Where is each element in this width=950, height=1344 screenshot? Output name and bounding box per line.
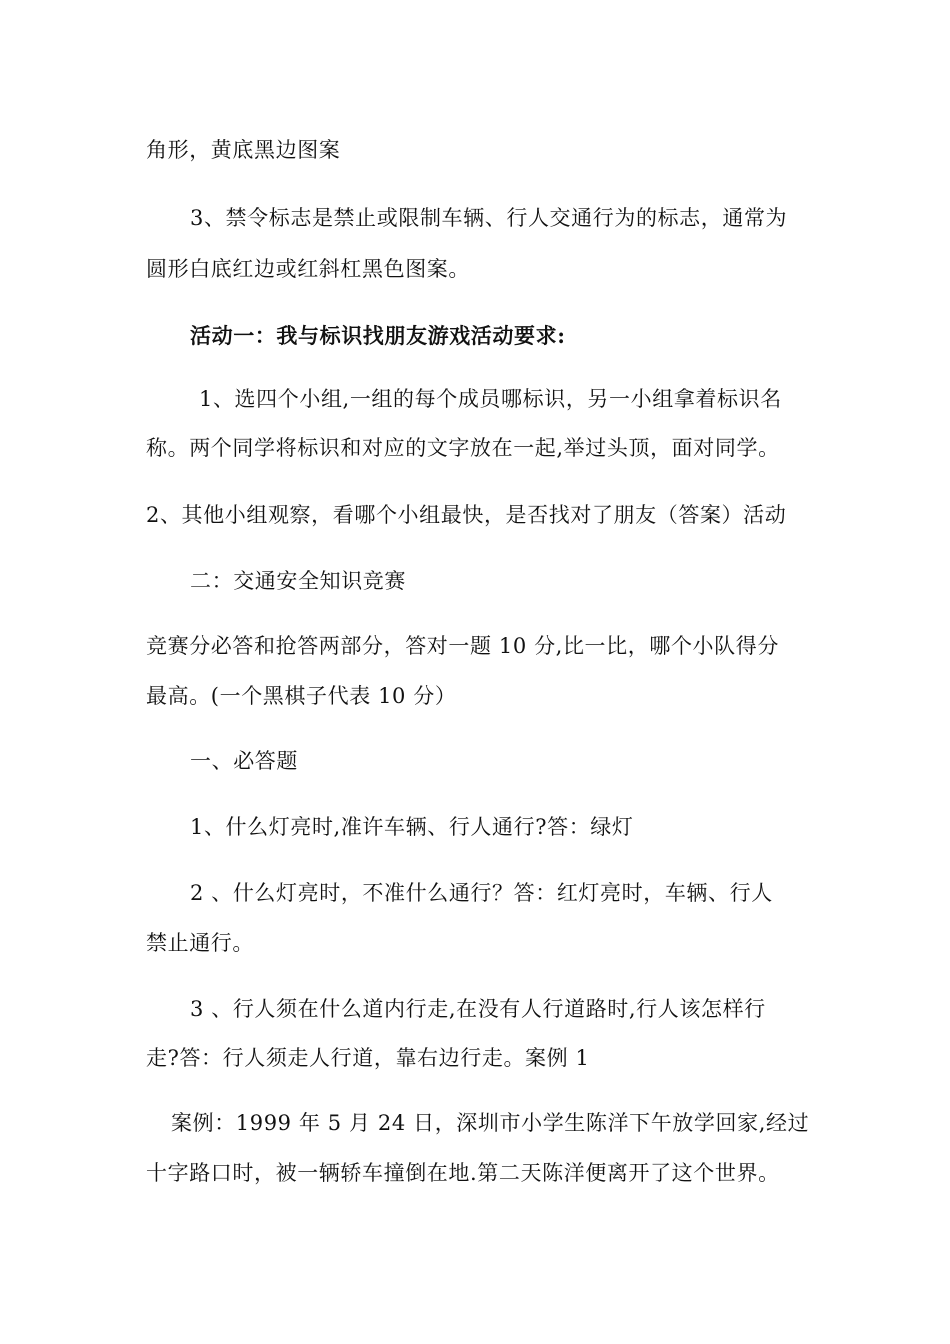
text-line: 走?答：行人须走人行道，靠右边行走。案例 1 bbox=[146, 1046, 590, 1070]
text-line: 十字路口时，被一辆轿车撞倒在地.第二天陈洋便离开了这个世界。 bbox=[146, 1161, 780, 1185]
activity-heading: 活动一：我与标识找朋友游戏活动要求: bbox=[190, 323, 566, 348]
section-heading: 一、必答题 bbox=[190, 749, 298, 773]
text-line: 3、禁令标志是禁止或限制车辆、行人交通行为的标志，通常为 bbox=[190, 206, 788, 230]
text-line: 2 、什么灯亮时，不准什么通行？答：红灯亮时，车辆、行人 bbox=[190, 881, 773, 905]
text-line: 2、其他小组观察，看哪个小组最快，是否找对了朋友（答案）活动 bbox=[146, 503, 787, 527]
text-line: 圆形白底红边或红斜杠黑色图案。 bbox=[146, 257, 470, 281]
text-line: 案例：1999 年 5 月 24 日，深圳市小学生陈洋下午放学回家,经过 bbox=[171, 1111, 810, 1135]
text-line: 竞赛分必答和抢答两部分，答对一题 10 分,比一比，哪个小队得分 bbox=[146, 634, 779, 658]
text-line: 称。两个同学将标识和对应的文字放在一起,举过头顶，面对同学。 bbox=[146, 436, 780, 460]
text-line: 禁止通行。 bbox=[146, 931, 254, 955]
text-line: 1、什么灯亮时,准许车辆、行人通行?答：绿灯 bbox=[190, 815, 634, 839]
text-line: 1、选四个小组,一组的每个成员哪标识，另一小组拿着标识名 bbox=[199, 387, 782, 411]
text-line: 二：交通安全知识竞赛 bbox=[190, 569, 406, 593]
text-line: 角形，黄底黑边图案 bbox=[146, 138, 341, 162]
text-line: 3 、行人须在什么道内行走,在没有人行道路时,行人该怎样行 bbox=[190, 997, 766, 1021]
text-line: 最高。(一个黑棋子代表 10 分） bbox=[146, 684, 457, 708]
